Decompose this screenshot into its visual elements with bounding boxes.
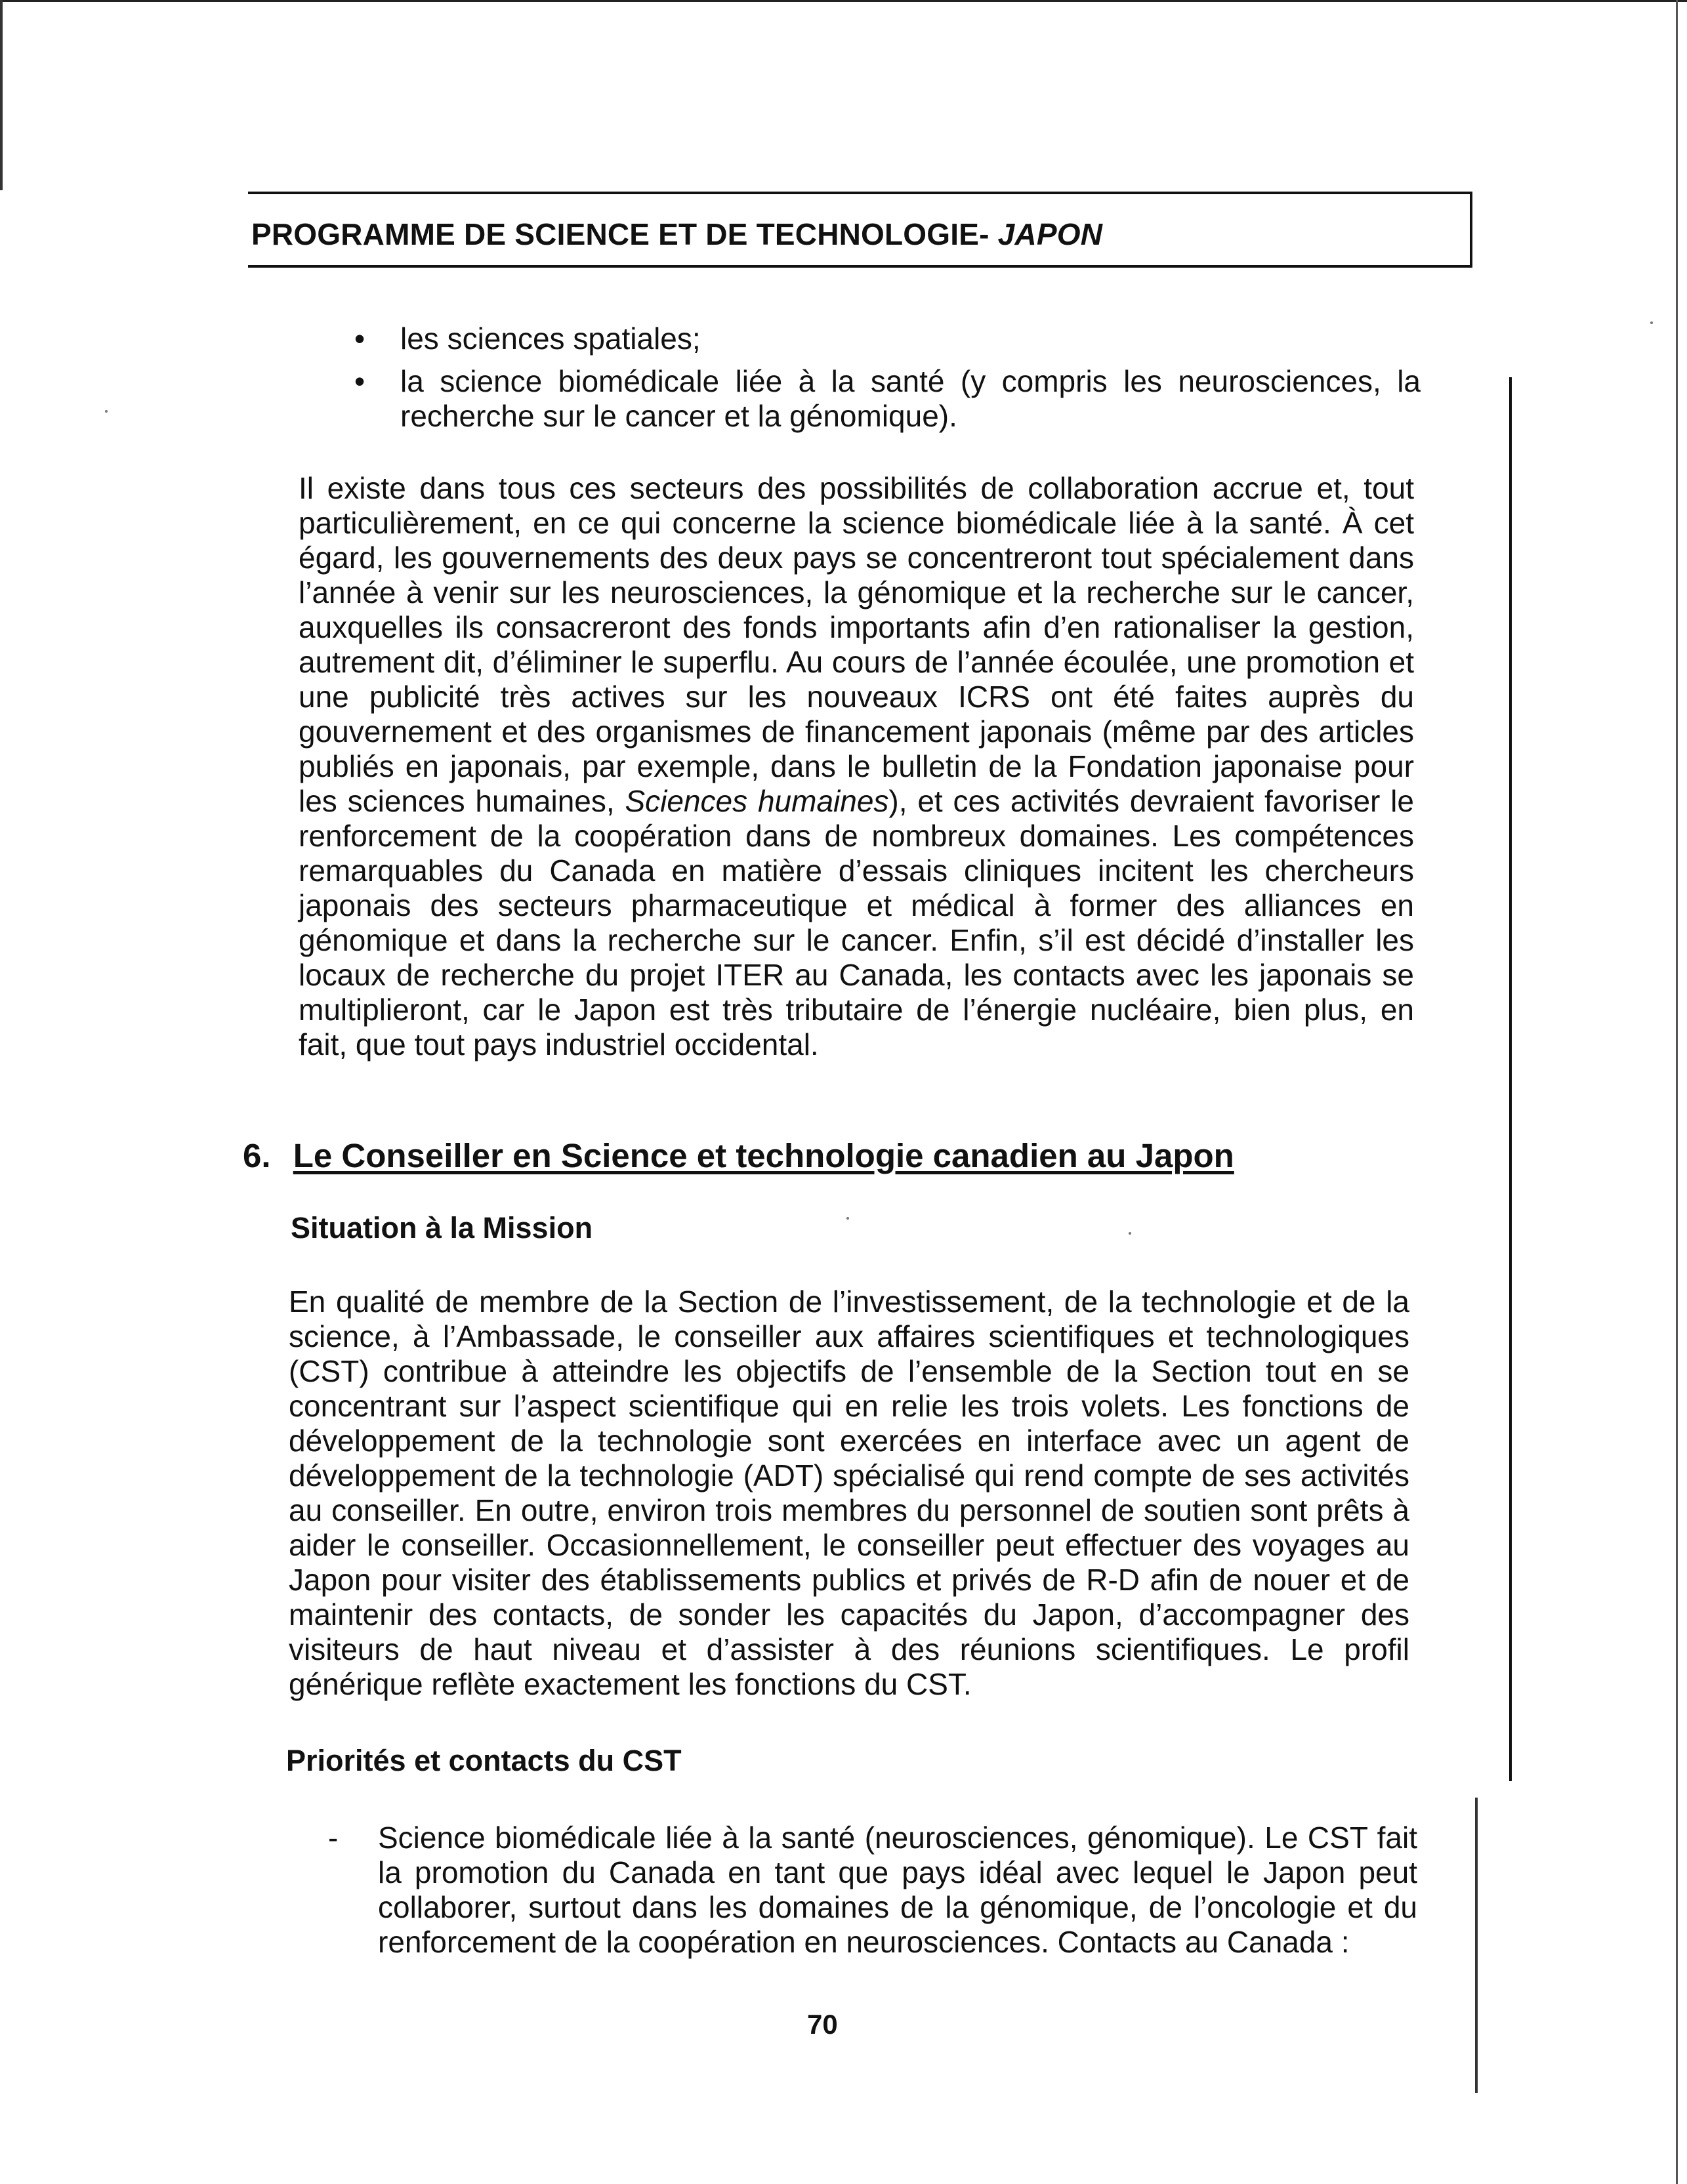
- subheading: Situation à la Mission: [291, 1211, 593, 1245]
- publication-title: Sciences humaines: [625, 784, 889, 818]
- margin-change-bar-lower: [1475, 1798, 1478, 2093]
- list-item: [328, 1821, 1417, 1960]
- header-rule-top: [248, 192, 1472, 194]
- list-item-text: Science biomédicale liée à la santé (neurosciences, génomique). Le CST fait la promotion du Canada en tant que pays idéal avec lequel le Japon peut collaborer, surtout dans les domaines de la génomique, de l’oncologie et du renforcement de la coopération en neurosciences. Contacts au Canada :: [378, 1821, 1417, 1959]
- running-header-title: PROGRAMME DE SCIENCE ET DE TECHNOLOGIE-: [251, 217, 989, 251]
- dash-list: [328, 1821, 1417, 1960]
- body-paragraph: En qualité de membre de la Section de l’investissement, de la technologie et de la science, à l’Ambassade, le conseiller aux affaires scientifiques et technologiques (CST) contribue à atteindre les objectifs de l’ensemble de la Section tout en se concentrant sur l’aspect scientifique qui en relie les trois volets. Les fonctions de développement de la technologie sont exercées en interface avec un agent de développement de la technologie (ADT) spécialisé qui rend compte de ses activités au conseiller. En outre, environ trois membres du personnel de soutien sont prêts à aider le conseiller. Occasionnellement, le conseiller peut effectuer des voyages au Japon pour visiter des établissements publics et privés de R-D afin de nouer et de maintenir des contacts, de sonder les capacités du Japon, d’accompagner des visiteurs de haut niveau et d’assister à des réunions scientifiques. Le profil générique reflète exactement les fonctions du CST.: [289, 1285, 1409, 1701]
- list-item: [354, 321, 1421, 356]
- subheading: Priorités et contacts du CST: [286, 1744, 682, 1777]
- list-item-text: les sciences spatiales;: [400, 321, 701, 356]
- scan-edge-left: [0, 0, 3, 190]
- body-paragraph: [299, 471, 1414, 1062]
- page-number: 70: [807, 2009, 838, 2040]
- header-rule-bottom: [248, 265, 1472, 268]
- running-header-country: JAPON: [997, 217, 1103, 251]
- scan-speck: [105, 410, 108, 413]
- scan-speck: [1129, 1232, 1131, 1235]
- scan-speck: [846, 1217, 849, 1220]
- bullet-marker: •: [354, 321, 365, 356]
- margin-change-bar: [1509, 377, 1512, 1781]
- section-number: 6.: [243, 1137, 271, 1174]
- header-rule-right: [1470, 192, 1472, 268]
- list-item: [354, 364, 1421, 434]
- running-header: [251, 216, 1102, 252]
- section-heading: [243, 1136, 1234, 1175]
- dash-marker: -: [328, 1821, 339, 1855]
- section-title: Le Conseiller en Science et technologie canadien au Japon: [293, 1137, 1234, 1174]
- scan-speck: [1650, 321, 1653, 324]
- scan-edge-right: [1676, 0, 1678, 2184]
- paragraph-text: ), et ces activités devraient favoriser le renforcement de la coopération dans de nombreux domaines. Les compétences remarquables du Canada en matière d’essais cliniques incitent les chercheurs japonais des secteurs pharmaceutique et médical à former des alliances en génomique et dans la recherche sur le cancer. Enfin, s’il est décidé d’installer les locaux de recherche du projet ITER au Canada, les contacts avec les japonais se multiplieront, car le Japon est très tributaire de l’énergie nucléaire, bien plus, en fait, que tout pays industriel occidental.: [299, 784, 1414, 1061]
- list-item-text: la science biomédicale liée à la santé (y compris les neurosciences, la recherche sur le cancer et la génomique).: [400, 364, 1421, 433]
- scan-edge-top: [0, 0, 1687, 2]
- bullet-marker: •: [354, 364, 365, 398]
- bullet-list: [354, 321, 1421, 442]
- paragraph-text: Il existe dans tous ces secteurs des possibilités de collaboration accrue et, tout particulièrement, en ce qui concerne la science biomédicale liée à la santé. À cet égard, les gouvernements des deux pays se concentreront tout spécialement dans l’année à venir sur les neurosciences, la génomique et la recherche sur le cancer, auxquelles ils consacreront des fonds importants afin d’en rationaliser la gestion, autrement dit, d’éliminer le superflu. Au cours de l’année écoulée, une promotion et une publicité très actives sur les nouveaux ICRS ont été faites auprès du gouvernement et des organismes de financement japonais (même par des articles publiés en japonais, par exemple, dans le bulletin de la Fondation japonaise pour les sciences humaines,: [299, 471, 1414, 818]
